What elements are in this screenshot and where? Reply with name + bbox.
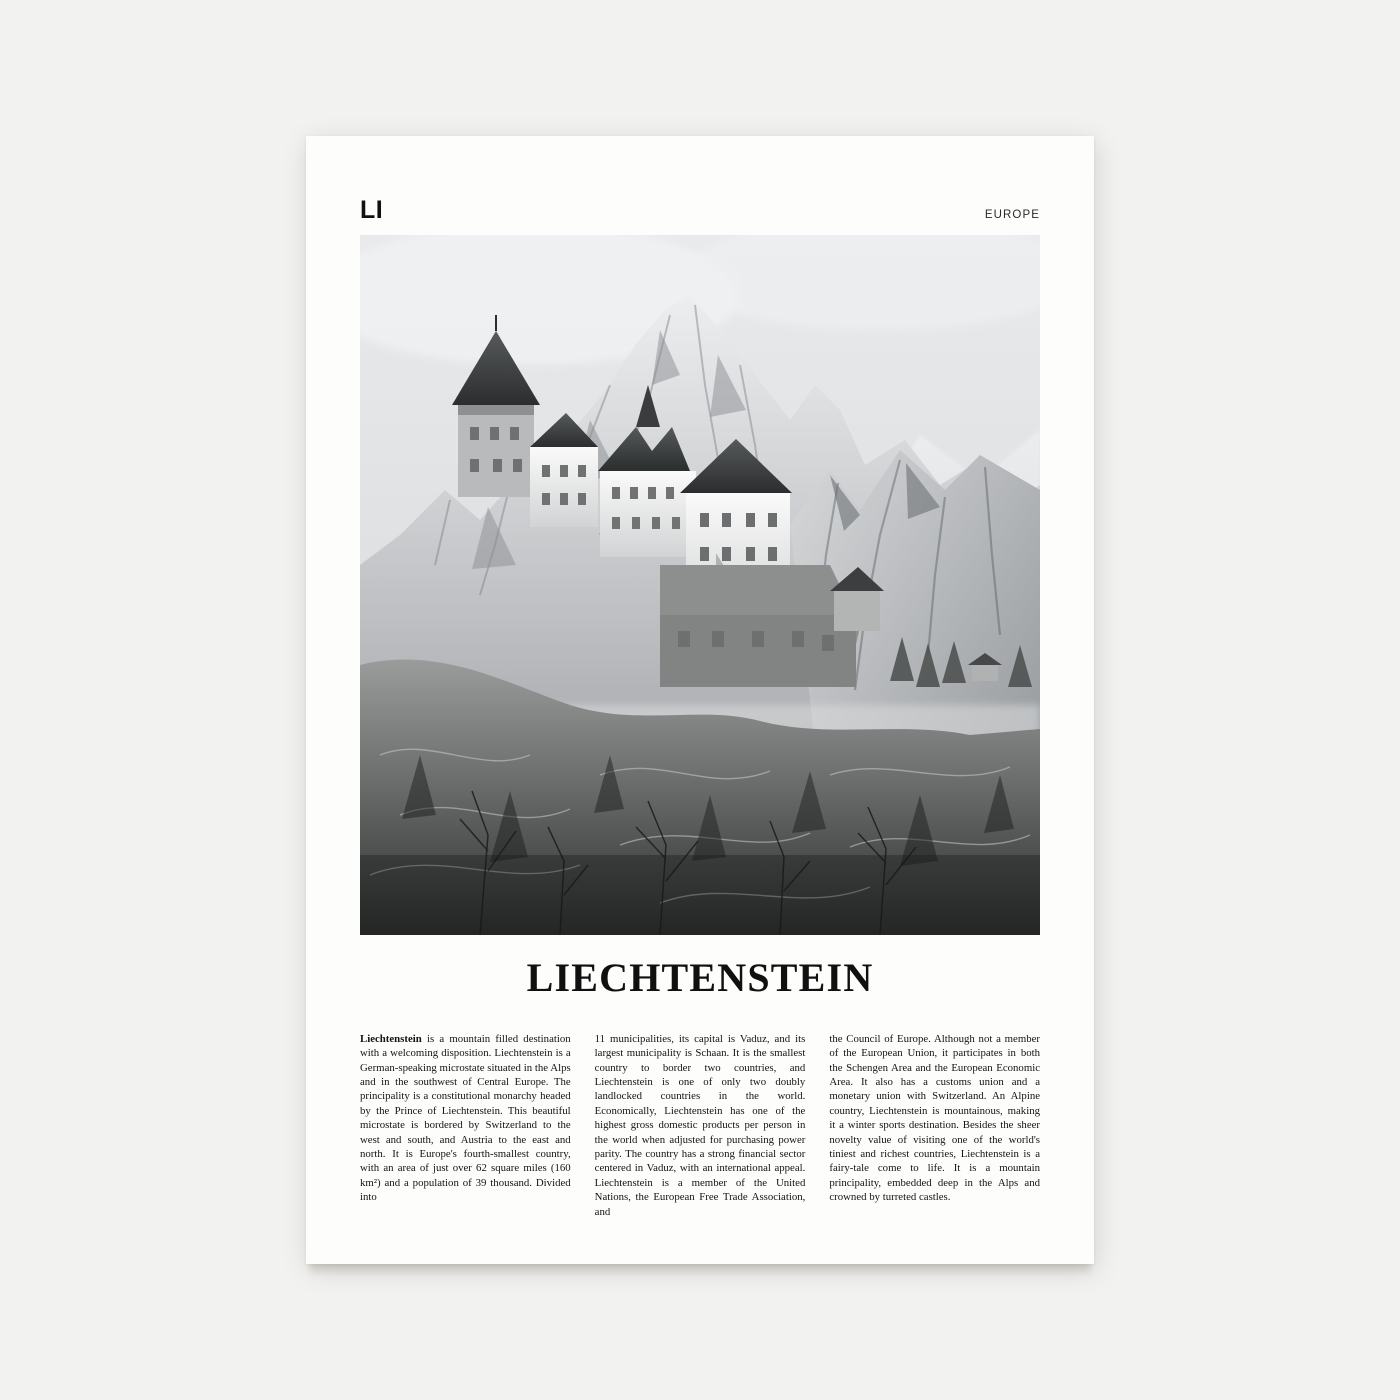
- poster-content: [360, 198, 1040, 1230]
- castle-photo: [360, 235, 1040, 935]
- body-column-1-text: is a mountain filled destination with a welcoming disposition. Liechtenstein is a German-speaking microstate situated in the Alps and in the southwest of Central Europe. The principality is a constitutional monarchy headed by the Prince of Liechtenstein. This beautiful microstate is bordered by Switzerland to the west and south, and Austria to the east and north. It is Europe's fourth-smallest country, with an area of just over 62 square miles (160 km²) and a population of 39 thousand. Divided into: [360, 1032, 571, 1204]
- poster-body-columns: [360, 1021, 1040, 1230]
- body-column-2: 11 municipalities, its capital is Vaduz, and its largest municipality is Schaan. It is the smallest country to border two countries, and Liechtenstein is one of only two doubly landlocked countries in the world. Economically, Liechtenstein has one of the highest gross domestic products per person in the world when adjusted for purchasing power parity. The country has a strong financial sector centered in Vaduz, with an international appeal. Liechtenstein is a member of the United Nations, the European Free Trade Association, and: [594, 1032, 806, 1218]
- poster-sheet: [306, 136, 1094, 1264]
- body-column-3: the Council of Europe. Although not a member of the European Union, it participates in both the Schengen Area and the European Economic Area. It also has a customs union and a monetary union with Switzerland. An Alpine country, Liechtenstein is mountainous, making it a winter sports destination. Besides the sheer novelty value of visiting one of the world's tiniest and richest countries, Liechtenstein is a fairy-tale come to life. It is a mountain principality, embedded deep in the Alps and crowned by turreted castles.: [829, 1032, 1041, 1204]
- poster-header: [360, 198, 1040, 226]
- body-column-1: [360, 1032, 571, 1219]
- castle-photo-graphic: [360, 235, 1040, 935]
- poster-drop-shadow: [310, 1262, 1090, 1276]
- region-label: EUROPE: [984, 209, 1040, 221]
- body-lead-word: Liechtenstein: [360, 1032, 422, 1045]
- poster-title: LIECHTENSTEIN: [526, 955, 874, 1000]
- country-code: LI: [360, 196, 384, 224]
